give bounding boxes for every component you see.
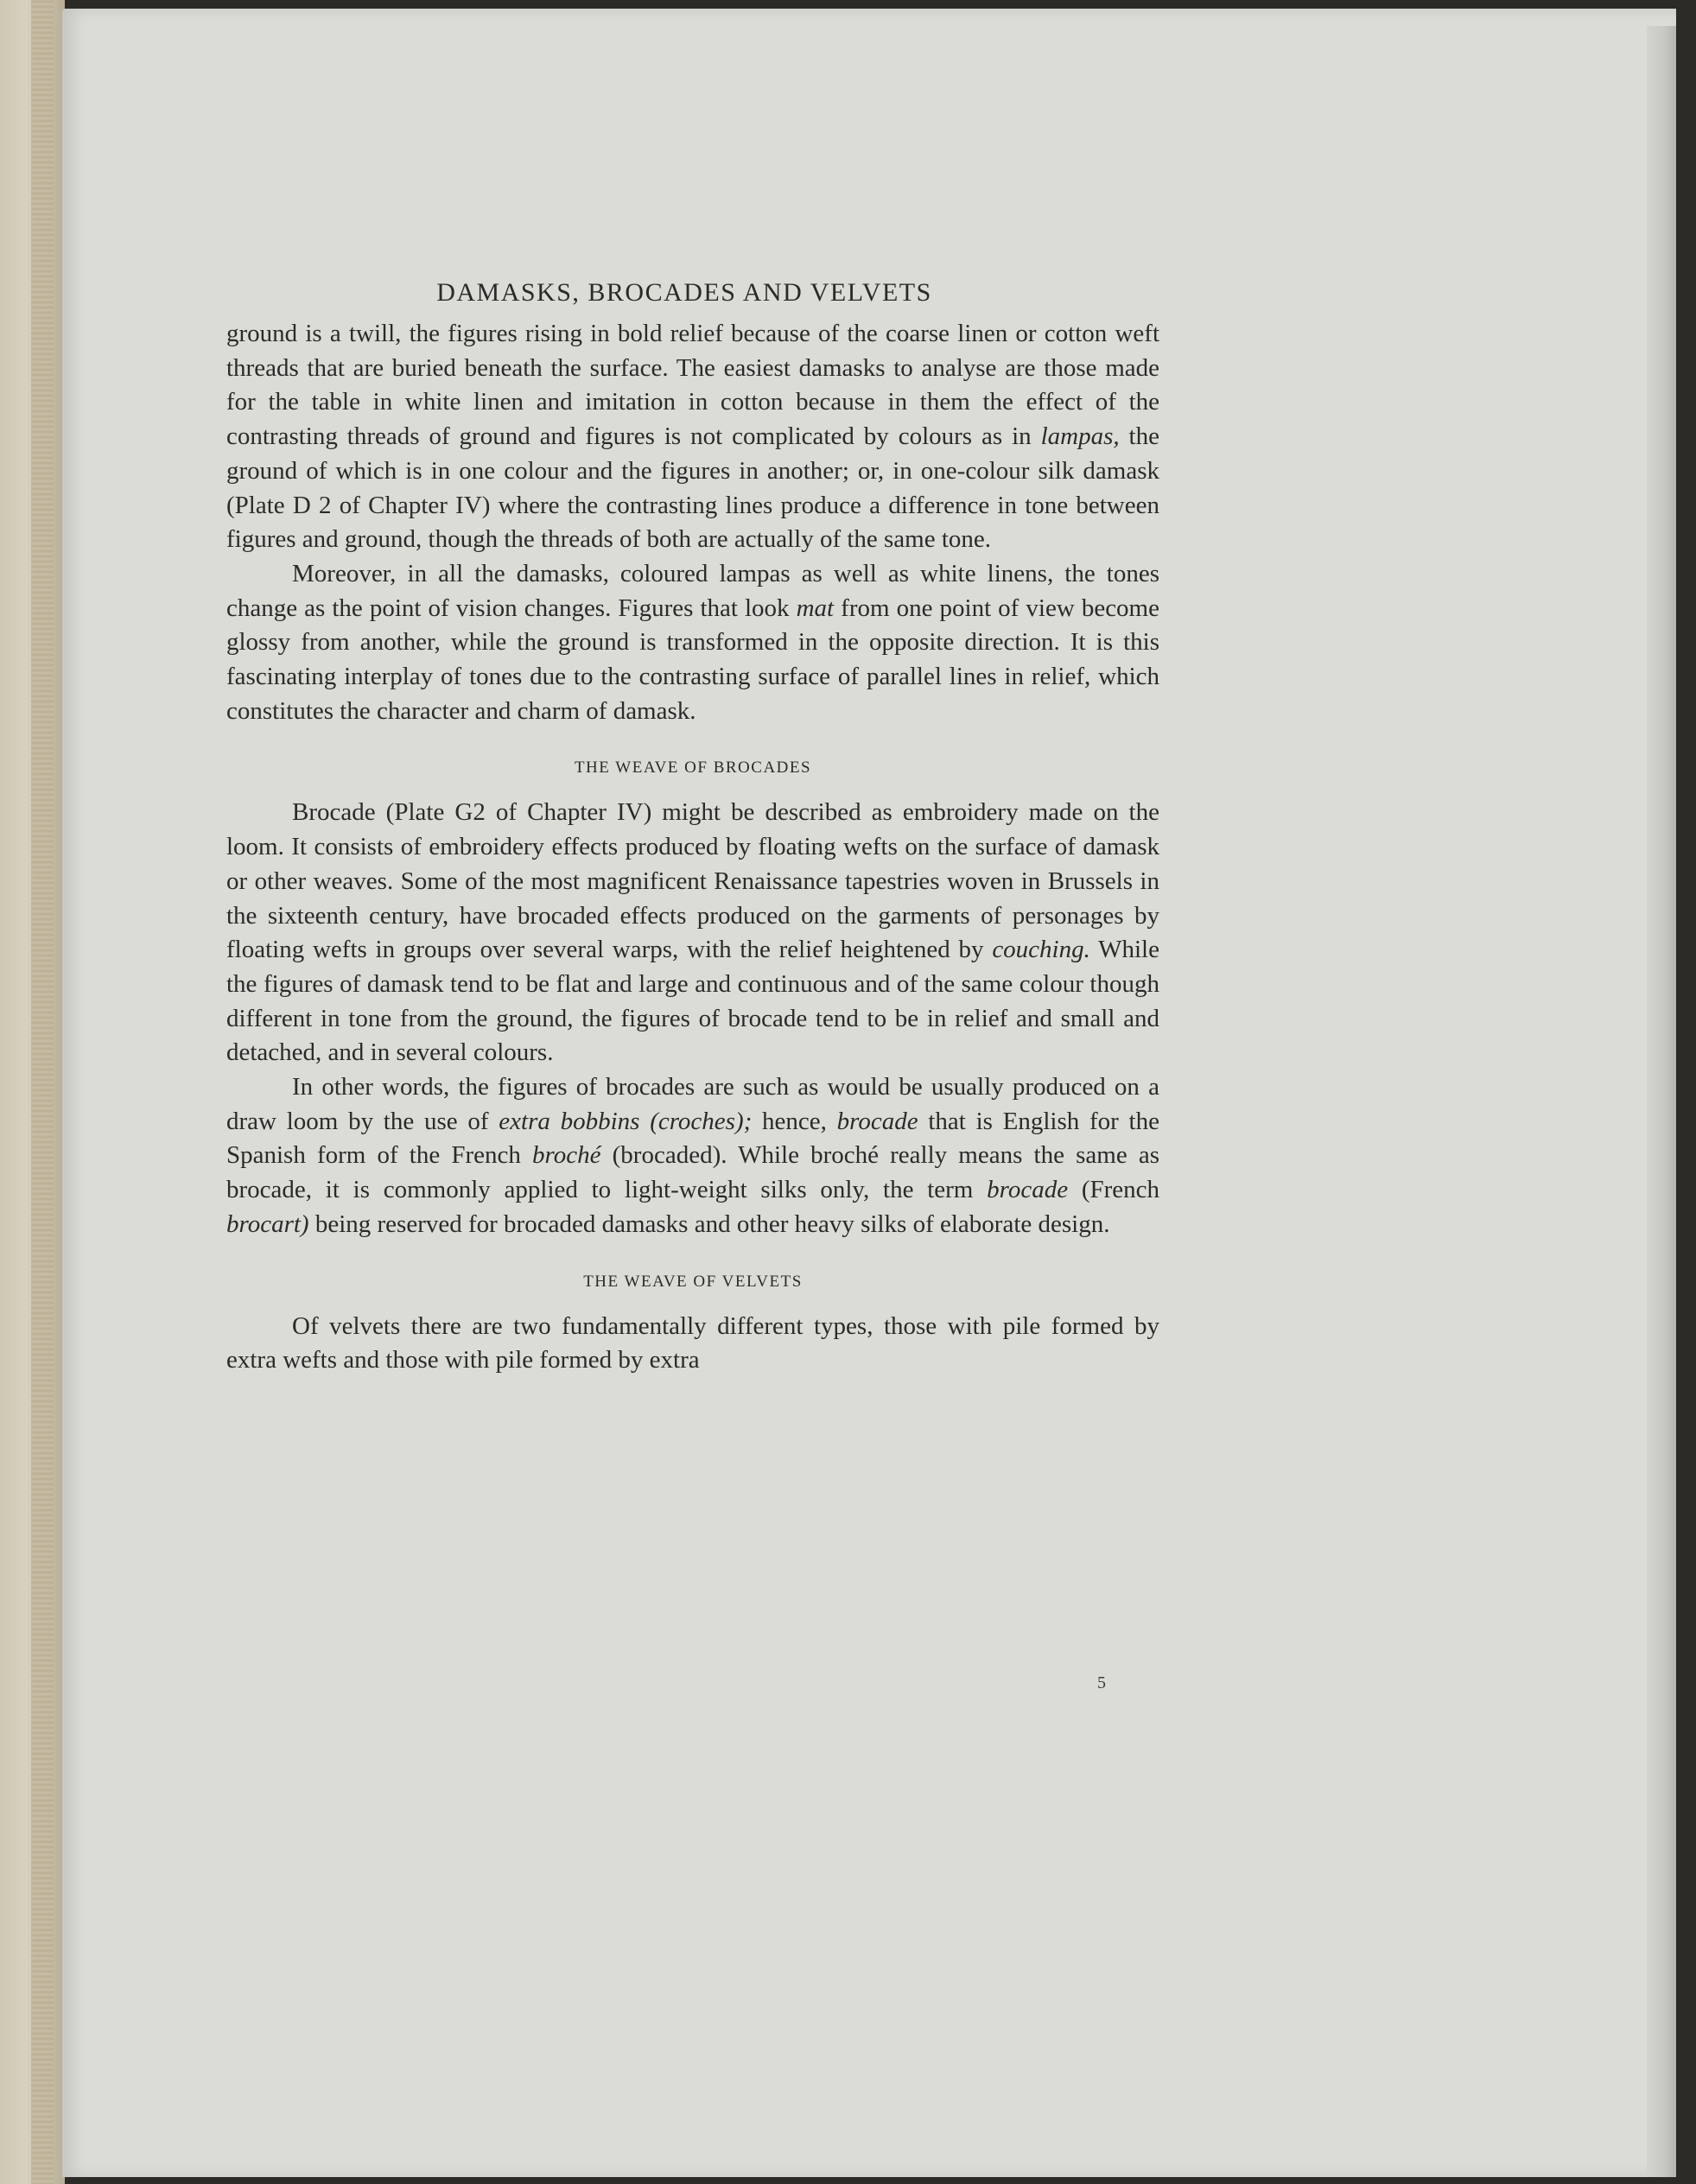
paragraph-3-italic-couching: couching.	[992, 936, 1090, 964]
paragraph-4-text-a: In other words, the figures of brocades are such as would be usually produced on a draw loom by the use of	[226, 1073, 1159, 1135]
right-page-edge	[1647, 26, 1676, 2177]
paragraph-1-text-a: ground is a twill, the figures rising in bold relief because of the coarse linen or cotton weft threads that are buried beneath the surface. The easiest damasks to analyse are those made for the table in white linen and imitation in cotton because in them the effect of the contrasting threads of ground and figures is not complicated by colours as in	[226, 320, 1159, 451]
paragraph-1	[226, 317, 1159, 557]
paragraph-4-text-i: (French	[1068, 1176, 1160, 1204]
paragraph-5: Of velvets there are two fundamentally different types, those with pile formed by extra wefts and those with pile formed by extra	[226, 1311, 1159, 1375]
paragraph-4-text-g: (brocaded). While broché really means the same as brocade, it is commonly applied to light-weight silks only, the term	[226, 1141, 1159, 1204]
paragraph-3-text-a: Brocade (Plate G2 of Chapter IV) might be described as embroidery made on the loom. It consists of embroidery effects produced by floating wefts on the surface of damask or other weaves. Some of the most magnificent Renaissance tapestries woven in Brussels in the sixteenth century, have brocaded effects produced on the garments of personages by floating wefts in groups over several warps, with the relief heightened by	[226, 798, 1159, 964]
paragraph-4-italic-broche: broché	[532, 1141, 601, 1170]
paragraph-4-italic-brocart: brocart)	[226, 1209, 309, 1238]
paragraph-4-italic-extra-bobbins: extra bobbins (croches);	[499, 1107, 753, 1135]
paragraph-2-text-c: from one point of view become glossy from another, while the ground is transformed in the opposite direction. It is this fascinating interplay of tones due to the contrasting surface of parallel lines in relief, which constitutes the character and charm of damask.	[226, 594, 1159, 725]
text-block	[226, 272, 1159, 1378]
paragraph-2-italic-mat: mat	[796, 594, 835, 622]
section-heading-velvets: THE WEAVE OF VELVETS	[583, 1272, 803, 1291]
paragraph-4-text-k: being reserved for brocaded damasks and other heavy silks of elaborate design.	[308, 1209, 1110, 1238]
section-heading-brocades: THE WEAVE OF BROCADES	[574, 759, 812, 778]
book-gutter	[31, 0, 54, 2184]
paragraph-4-italic-brocade: brocade	[836, 1107, 918, 1135]
page-number: 5	[1097, 1673, 1106, 1692]
paragraph-4-text-c: hence,	[752, 1107, 837, 1135]
paragraph-4-text-e: that is English for the Spanish form of the French	[226, 1107, 1159, 1170]
paragraph-2-text-a: Moreover, in all the damasks, coloured lampas as well as white linens, the tones change as the point of vision changes. Figures that look	[226, 559, 1159, 622]
paragraph-3-text-c: While the figures of damask tend to be flat and large and continuous and of the same colour though different in tone from the ground, the figures of brocade tend to be in relief and small and detached, and in several colours.	[226, 936, 1159, 1067]
running-head: DAMASKS, BROCADES AND VELVETS	[436, 278, 932, 307]
paragraph-1-text-c: the ground of which is in one colour and the figures in another; or, in one-colour silk damask (Plate D 2 of Chapter IV) where the contrasting lines produce a difference in tone between figures and ground, though the threads of both are actually of the same tone.	[226, 422, 1159, 554]
paragraph-4	[226, 1070, 1159, 1242]
paragraph-4-italic-brocade-2: brocade	[987, 1176, 1069, 1204]
paragraph-1-italic-lampas: lampas,	[1040, 422, 1120, 451]
paragraph-2	[226, 557, 1159, 729]
paragraph-3	[226, 796, 1159, 1070]
